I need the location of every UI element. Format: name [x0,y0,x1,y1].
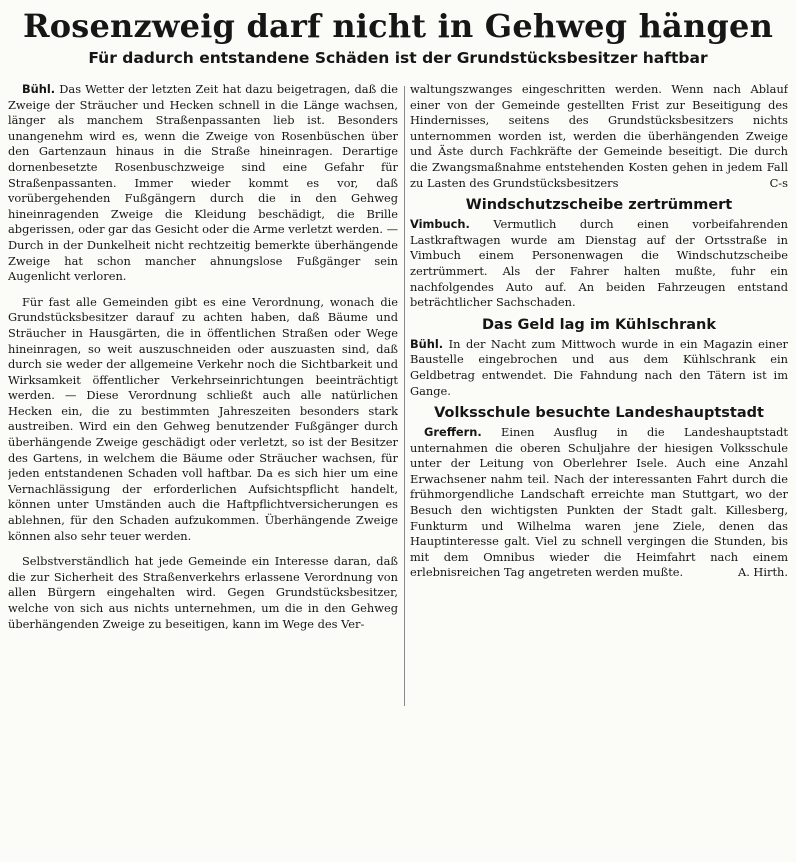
article-title-windschutz: Windschutzscheibe zertrümmert [465,197,733,214]
column-divider [404,86,405,706]
main-article-paragraph-2: Für fast alle Gemeinden gibt es eine Verordnung, wonach die Grundstücksbesitzer darauf zu achten haben, daß Bäume und Sträucher in Hausgärten, die in öffentlichen Straßen oder Wege hineinragen, so weit auszuschneiden oder auszuasten sind, daß durch sie weder der allgemeine Verkehr noch die Sichtbarkeit und Wirksamkeit öffentlicher Verkehrseinrichtungen beeinträchtigt werden. — Diese Verordnung schließt auch alle natürlichen Hecken ein, die zu bestimmten Jahreszeiten besonders stark austreiben. Wird ein den Gehweg benutzender Fußgänger durch überhängende Zweige geschädigt oder verletzt, so ist der Besitzer des Gartens, in welchem die Bäume oder Sträucher wachsen, für jeden entstandenen Schaden voll haftbar. Da es sich hier um eine Vernachlässigung der erforderlichen Aufsichtspflicht handelt, können unter Umständen auch die Haftpflichtversicherungen es ablehnen, für den Schaden aufzukommen. Überhängende Zweige können also sehr teuer werden. [8,294,398,543]
paragraph-text: Das Wetter der letzten Zeit hat dazu beigetragen, daß die Zweige der Sträucher und Hecken schnell in die Länge wachsen, länger als manchem Straßenpassanten lieb ist. Besonders unangenehm wird es, wenn die Zweige von Rosenbüschen über den Gartenzaun hinaus in die Straße hineinragen. Derartige dornenbesetzte Rosenbuschzweige sind eine Gefahr für Straßenpassanten. Immer wieder kommt es vor, daß vorübergehenden Fußgängern durch die in den Gehweg hineinragenden Zweige die Kleidung beschädigt, die Brille abgerissen, oder gar das Gesicht oder die Arme verletzt werden. — Durch in der Dunkelheit nicht rechtzeitig bemerkte überhängende Zweige hat schon mancher ahnungslose Fußgänger sein Augenlicht verloren. [8,82,398,284]
main-article-paragraph-3-start: Selbstverständlich hat jede Gemeinde ein Interesse daran, daß die zur Sicherheit des Straßenverkehrs erlassene Verordnung von allen Bürgern eingehalten wird. Gegen Grundstücksbesitzer, welche von sich aus nichts unternehmen, um die in den Gehweg überhängenden Zweige zu beseitigen, kann im Wege des Ver- [8,554,398,631]
article-title-volksschule: Volksschule besuchte Landeshauptstadt [434,405,764,422]
author-signature: C-s [769,175,788,190]
left-column [8,82,398,852]
article-body-geld [410,337,788,399]
paragraph-text: waltungszwanges eingeschritten werden. Wenn nach Ablauf einer von der Gemeinde gestellten Frist zur Beseitigung des Hindernisses, seitens des Grundstücksbesitzers nichts unternommen worden ist, werden die überhängenden Zweige und Äste durch Fachkräfte der Gemeinde beseitigt. Die durch die Zwangsmaßnahme entstehenden Kosten gehen in jedem Fall zu Lasten des Grundstücksbesitzers [410,82,788,190]
article-body-windschutz [410,217,788,311]
main-article-paragraph-1 [8,82,398,285]
paragraph-text: Vermutlich durch einen vorbeifahrenden Lastkraftwagen wurde am Dienstag auf der Ortsstraße in Vimbuch einem Personenwagen die Windschutzscheibe zertrümmert. Als der Fahrer halten mußte, fuhr ein nachfolgendes Auto auf. An beiden Fahrzeugen entstand beträchtlicher Sachschaden. [410,217,788,310]
paragraph-text: Einen Ausflug in die Landeshauptstadt unternahmen die oberen Schuljahre der hiesigen Volksschule unter der Leitung von Oberlehrer Isele. Auch eine Anzahl Erwachsener nahm teil. Nach der interessanten Fahrt durch die frühmorgendliche Landschaft erreichte man Stuttgart, wo der Besuch den wichtigsten Punkten der Stadt galt. Killesberg, Funkturm und Wilhelma waren jene Ziele, denen das Hauptinteresse galt. Viel zu schnell vergingen die Stunden, bis mit dem Omnibus wieder die Heimfahrt nach einem erlebnisreichen Tag angetreten werden mußte. [410,425,788,580]
paragraph-text: In der Nacht zum Mittwoch wurde in ein Magazin einer Baustelle eingebrochen und aus dem Kühlschrank ein Geldbetrag entwendet. Die Fahndung nach den Tätern ist im Gange. [410,336,788,398]
subheadline: Für dadurch entstandene Schäden ist der Grundstücksbesitzer haftbar [88,49,708,67]
article-title-geld: Das Geld lag im Kühlschrank [482,316,716,333]
dateline-place: Bühl. [410,336,444,351]
dateline-place: Greffern. [424,425,482,440]
right-column [410,82,788,852]
article-body-volksschule [410,425,788,581]
dateline-place: Bühl. [22,82,56,96]
author-signature: A. Hirth. [737,565,788,580]
headline: Rosenzweig darf nicht in Gehweg hängen [22,7,774,45]
main-article-paragraph-3-continued [410,82,788,191]
dateline-place: Vimbuch. [410,217,470,232]
